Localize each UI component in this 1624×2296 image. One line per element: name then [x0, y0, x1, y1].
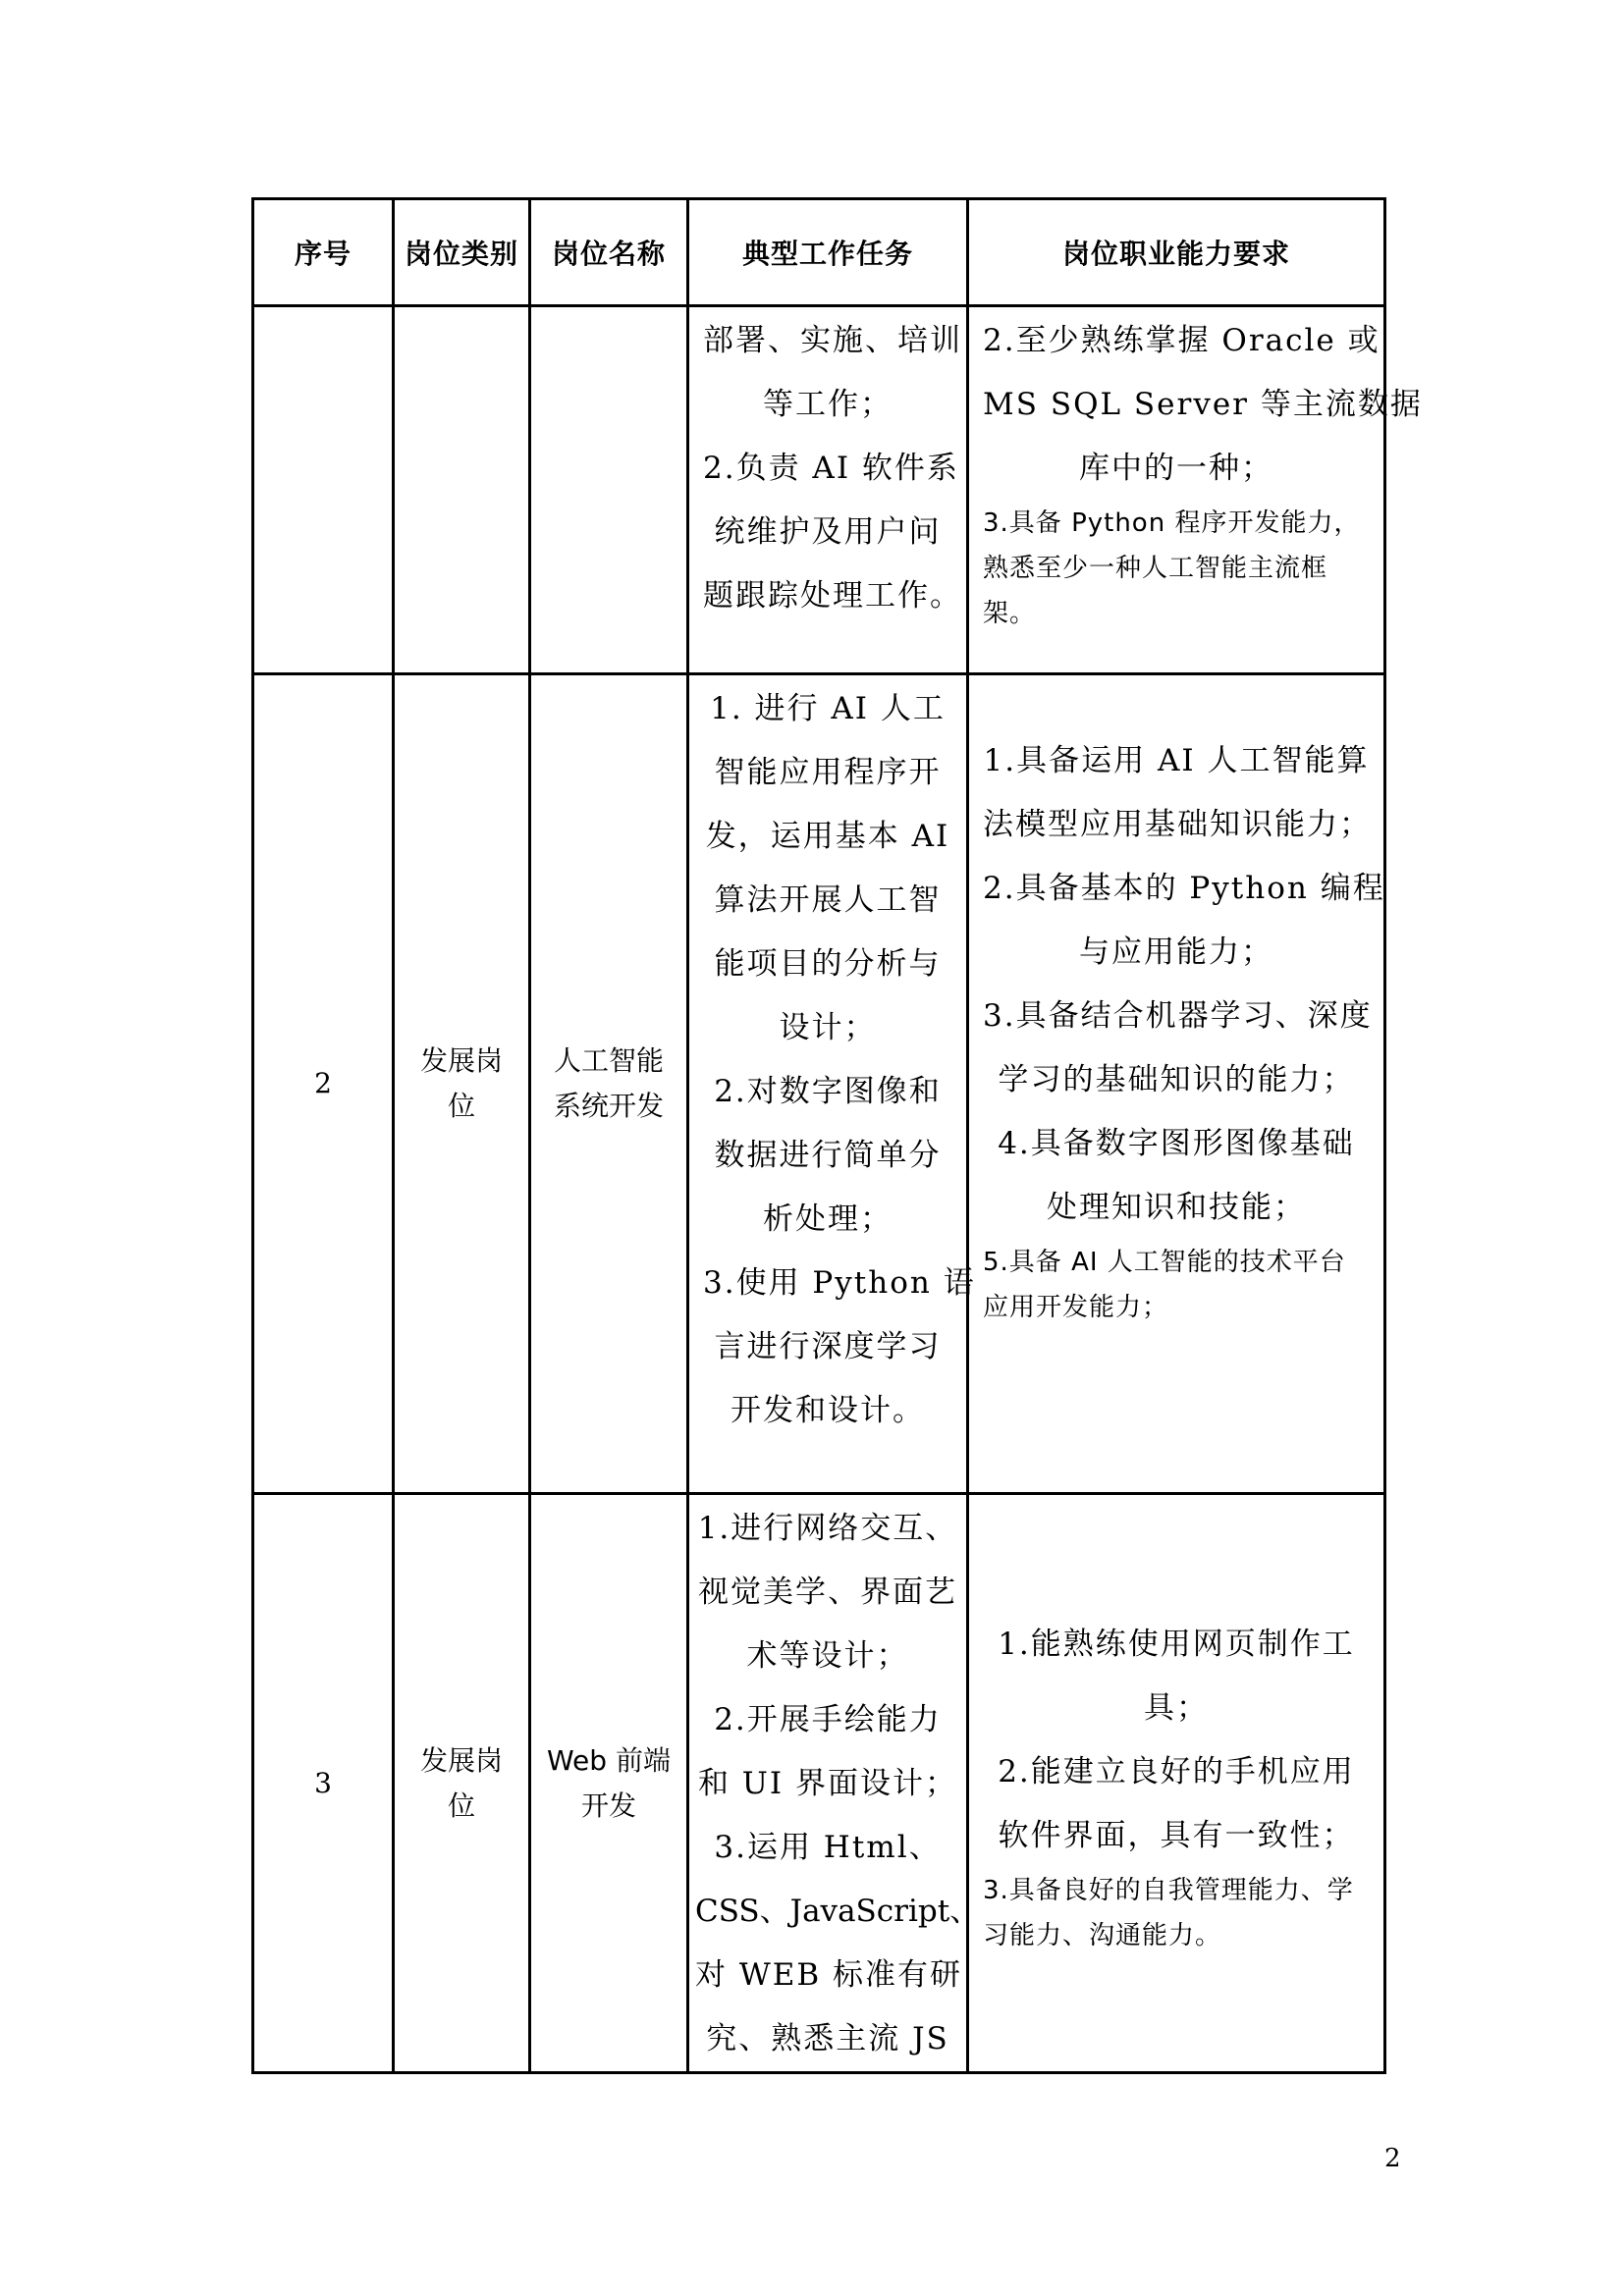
- row-1-tasks: [688, 306, 968, 674]
- req-line: 3.具备 Python 程序开发能力，: [983, 508, 1361, 538]
- task-line: 析处理；: [763, 1201, 893, 1237]
- req-line: 库中的一种；: [1079, 451, 1273, 486]
- req-line: 3.具备良好的自我管理能力、学: [983, 1876, 1354, 1905]
- row-1-seq: [253, 306, 394, 674]
- task-line: 1. 进行 AI 人工: [710, 691, 946, 726]
- table-row: [253, 674, 1385, 1494]
- req-line: 2.能建立良好的手机应用: [998, 1754, 1355, 1789]
- row-2-tasks: [688, 674, 976, 1494]
- name-line: 开发: [580, 1789, 636, 1822]
- task-line: 术等设计；: [746, 1638, 909, 1674]
- category-line: 发展岗: [419, 1743, 503, 1777]
- header-requirements: 岗位职业能力要求: [968, 199, 1385, 306]
- req-line: 法模型应用基础知识能力；: [983, 807, 1372, 842]
- row-2-name: [530, 674, 688, 1494]
- row-3-tasks: [688, 1494, 981, 2073]
- task-line: 3.使用 Python 语: [703, 1265, 976, 1301]
- req-line: 熟悉至少一种人工智能主流框: [983, 554, 1328, 583]
- row-3-requirements: [968, 1494, 1385, 2073]
- task-line: 发，运用基本 AI: [705, 819, 950, 854]
- task-line: 3.运用 Html、: [714, 1830, 942, 1865]
- task-line: 对 WEB 标准有研: [695, 1957, 962, 1993]
- req-line: 与应用能力；: [1079, 934, 1273, 970]
- task-line: 算法开展人工智: [714, 882, 942, 918]
- row-3-category: [394, 1494, 530, 2073]
- task-line: 统维护及用户问: [714, 514, 942, 550]
- req-line: 软件界面，具有一致性；: [998, 1818, 1355, 1853]
- req-line: 4.具备数字图形图像基础: [998, 1126, 1355, 1161]
- header-category: 岗位类别: [394, 199, 530, 306]
- req-line: 2.至少熟练掌握 Oracle 或: [983, 323, 1380, 358]
- row-1-requirements: [968, 306, 1423, 674]
- row-1-category: [394, 306, 530, 674]
- req-line: 2.具备基本的 Python 编程: [983, 871, 1385, 906]
- category-line: 发展岗: [419, 1044, 503, 1077]
- row-1-name: [530, 306, 688, 674]
- row-3-name: [530, 1494, 688, 2073]
- category-line: 位: [447, 1090, 475, 1122]
- task-line: 部署、实施、培训: [703, 323, 962, 358]
- req-line: 架。: [983, 599, 1037, 628]
- req-line: 习能力、沟通能力。: [983, 1921, 1222, 1950]
- req-line: 处理知识和技能；: [1047, 1190, 1306, 1225]
- task-line: 智能应用程序开: [714, 755, 942, 790]
- req-line: 应用开发能力；: [983, 1293, 1169, 1322]
- task-line: 和 UI 界面设计；: [697, 1766, 958, 1801]
- task-line: 究、熟悉主流 JS: [706, 2021, 949, 2056]
- req-line: 1.能熟练使用网页制作工: [998, 1627, 1355, 1662]
- header-seq: 序号: [253, 199, 394, 306]
- req-line: 学习的基础知识的能力；: [998, 1062, 1355, 1097]
- req-line: 具；: [1144, 1690, 1209, 1726]
- task-line: 数据进行简单分: [714, 1138, 942, 1173]
- category-line: 位: [447, 1789, 475, 1822]
- req-line: MS SQL Server 等主流数据: [983, 387, 1423, 422]
- task-line: 2.负责 AI 软件系: [703, 451, 959, 486]
- table-header-row: [253, 199, 1385, 306]
- req-line: 5.具备 AI 人工智能的技术平台: [983, 1248, 1346, 1277]
- name-line: 系统开发: [553, 1090, 664, 1122]
- page-number: 2: [1384, 2144, 1401, 2173]
- task-line: 等工作；: [763, 387, 893, 422]
- table-row: [253, 1494, 1385, 2073]
- task-line: CSS、JavaScript、: [695, 1894, 981, 1929]
- table-row: [253, 306, 1385, 674]
- task-line: 题跟踪处理工作。: [703, 578, 962, 614]
- header-name: 岗位名称: [530, 199, 688, 306]
- req-line: 1.具备运用 AI 人工智能算: [983, 743, 1370, 778]
- task-line: 视觉美学、界面艺: [698, 1575, 957, 1610]
- header-tasks: 典型工作任务: [688, 199, 968, 306]
- row-2-category: [394, 674, 530, 1494]
- job-requirements-table: [251, 197, 1423, 2074]
- task-line: 能项目的分析与: [714, 946, 942, 982]
- task-line: 设计；: [779, 1010, 877, 1045]
- row-2-seq: 2: [253, 674, 394, 1494]
- req-line: 3.具备结合机器学习、深度: [983, 998, 1373, 1034]
- name-line: 人工智能: [553, 1044, 664, 1077]
- row-3-seq: 3: [253, 1494, 394, 2073]
- task-line: 2.开展手绘能力: [714, 1702, 942, 1737]
- task-line: 2.对数字图像和: [714, 1074, 942, 1109]
- task-line: 1.进行网络交互、: [697, 1511, 958, 1546]
- task-line: 言进行深度学习: [714, 1329, 942, 1364]
- task-line: 开发和设计。: [731, 1393, 925, 1428]
- name-line: Web 前端: [547, 1743, 671, 1777]
- row-2-requirements: [968, 674, 1385, 1494]
